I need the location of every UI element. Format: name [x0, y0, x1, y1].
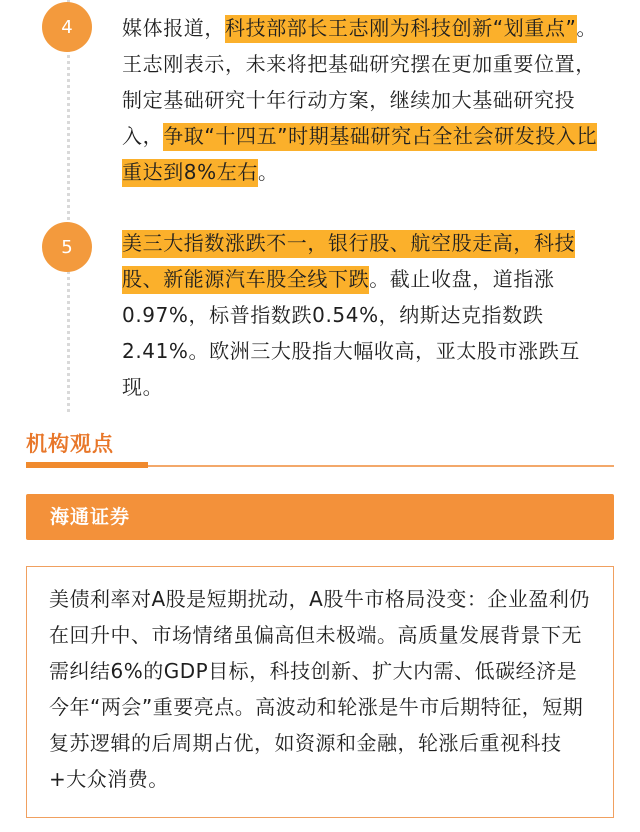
news-text-segment: 。 — [257, 160, 279, 184]
section-underline — [148, 465, 614, 467]
news-highlight-segment: 科技部部长王志刚为科技创新“划重点” — [225, 15, 577, 43]
opinion-box — [26, 566, 614, 818]
news-text — [122, 10, 610, 190]
news-highlight-segment: 争取“十四五”时期基础研究占全社会研发投入比重达到8%左右 — [122, 123, 597, 187]
number-label: 5 — [61, 236, 73, 258]
number-badge — [42, 222, 92, 272]
section-title: 机构观点 — [26, 432, 114, 456]
news-text — [122, 225, 610, 405]
news-text-segment: 媒体报道， — [122, 16, 225, 40]
number-label: 4 — [61, 16, 73, 38]
source-label: 海通证券 — [50, 506, 131, 528]
news-text-segment: 。王志刚表示，未来将把基础研究摆在更加重要位置，制定基础研究十年行动方案，继续加大基础研究投入， — [122, 16, 598, 148]
number-badge — [42, 2, 92, 52]
news-highlight-segment: 美三大指数涨跌不一，银行股、航空股走高，科技股、新能源汽车股全线下跌 — [122, 230, 575, 294]
section-underline-accent — [26, 462, 148, 468]
opinion-text: 美债利率对A股是短期扰动，A股牛市格局没变：企业盈利仍在回升中、市场情绪虽偏高但未极端。高质量发展背景下无需纠结6%的GDP目标，科技创新、扩大内需、低碳经济是今年“两会”重要亮点。高波动和轮涨是牛市后期特征，短期复苏逻辑的后周期占优，如资源和金融，轮涨后重视科技+大众消费。 — [49, 587, 590, 791]
source-header-bar — [26, 494, 614, 540]
timeline-dotted-line — [67, 0, 70, 412]
news-text-segment: 。截止收盘，道指涨0.97%，标普指数跌0.54%，纳斯达克指数跌2.41%。欧洲三大股指大幅收高，亚太股市涨跌互现。 — [122, 267, 580, 399]
